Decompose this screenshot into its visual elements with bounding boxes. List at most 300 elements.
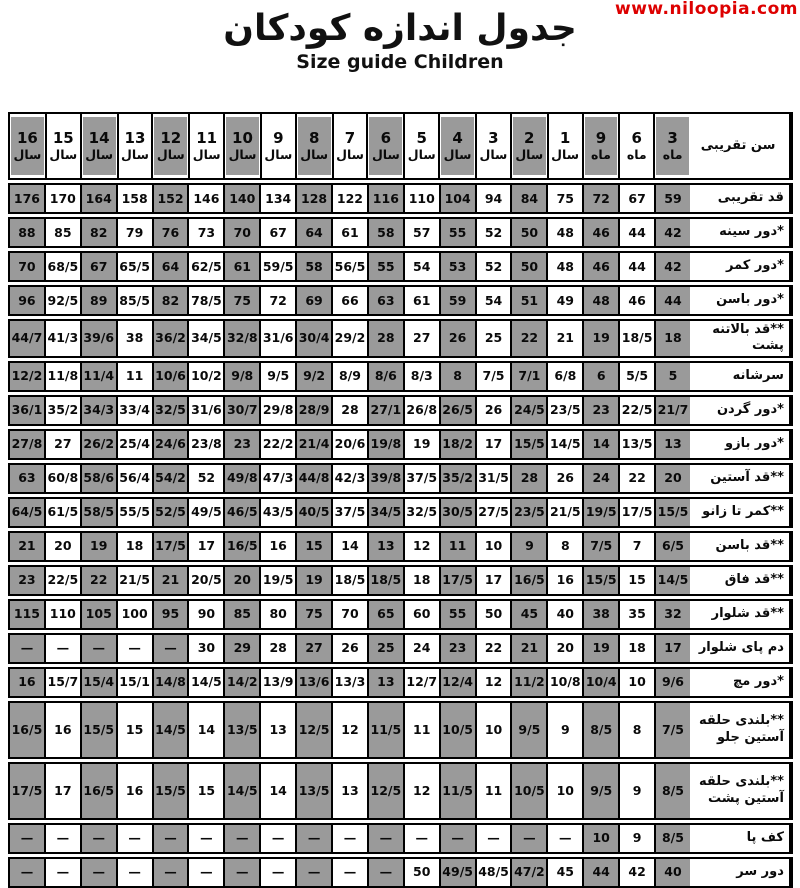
value-cell: 10 (475, 533, 511, 560)
value-cell: 6/8 (546, 363, 582, 390)
value-cell: 21/7 (654, 397, 690, 424)
value-cell: 19 (80, 533, 116, 560)
value-cell: 8/9 (331, 363, 367, 390)
age-unit: سال (515, 146, 544, 162)
value-cell: 39/6 (80, 321, 116, 356)
value-cell: — (10, 825, 44, 852)
value-cell: 53 (439, 253, 475, 280)
value-cell: 17/5 (10, 764, 44, 818)
value-cell: 46 (582, 219, 618, 246)
value-cell: 90 (187, 601, 223, 628)
value-cell: 16 (546, 567, 582, 594)
value-cell: 9/5 (582, 764, 618, 818)
value-cell: 57 (403, 219, 439, 246)
age-unit: سال (336, 146, 364, 162)
value-cell: 79 (116, 219, 152, 246)
value-cell: 13/5 (295, 764, 331, 818)
value-cell: 70 (10, 253, 44, 280)
value-cell: 42 (618, 859, 654, 886)
value-cell: 49/8 (223, 465, 259, 492)
value-cell: 12 (331, 703, 367, 757)
measurement-row (8, 251, 793, 282)
measurement-row (8, 823, 793, 854)
value-cell: 15/5 (152, 764, 188, 818)
value-cell: 84 (510, 185, 546, 212)
value-cell: 72 (582, 185, 618, 212)
value-cell: 12 (403, 533, 439, 560)
value-cell: 30/5 (439, 499, 475, 526)
age-unit: سال (479, 146, 508, 162)
measurement-row (8, 633, 793, 664)
age-header-cell (332, 114, 367, 178)
value-cell: 61 (403, 287, 439, 314)
value-cell: 18/5 (618, 321, 654, 356)
row-label: *دور باسن (690, 287, 791, 314)
row-label: **قد باسن (690, 533, 791, 560)
value-cell: 73 (187, 219, 223, 246)
value-cell: 17 (475, 431, 511, 458)
value-cell: 61 (223, 253, 259, 280)
value-cell: 22 (475, 635, 511, 662)
age-header-cell (45, 114, 80, 178)
value-cell: 6 (582, 363, 618, 390)
value-cell: 62/5 (187, 253, 223, 280)
value-cell: 48 (582, 287, 618, 314)
age-header-cell (295, 114, 332, 178)
value-cell: 13 (367, 669, 403, 696)
value-cell: 70 (223, 219, 259, 246)
value-cell: 134 (259, 185, 295, 212)
value-cell: — (367, 825, 403, 852)
value-cell: 38 (582, 601, 618, 628)
value-cell: 89 (80, 287, 116, 314)
measurement-row (8, 429, 793, 460)
measurement-row (8, 565, 793, 596)
value-cell: — (44, 825, 80, 852)
value-cell: 100 (116, 601, 152, 628)
value-cell: 28 (510, 465, 546, 492)
value-cell: 14 (187, 703, 223, 757)
value-cell: — (295, 859, 331, 886)
age-header-cell (10, 114, 45, 178)
value-cell: 11/8 (44, 363, 80, 390)
age-number: 11 (196, 129, 218, 148)
value-cell: 34/5 (187, 321, 223, 356)
value-cell: 42 (654, 219, 690, 246)
value-cell: 64 (295, 219, 331, 246)
value-cell: 46 (618, 287, 654, 314)
value-cell: — (403, 825, 439, 852)
value-cell: 9/2 (295, 363, 331, 390)
value-cell: 32/5 (152, 397, 188, 424)
value-cell: 52 (475, 253, 511, 280)
value-cell: 75 (223, 287, 259, 314)
value-cell: 23/5 (546, 397, 582, 424)
value-cell: 95 (152, 601, 188, 628)
measurement-row (8, 463, 793, 494)
value-cell: 85/5 (116, 287, 152, 314)
value-cell: 14/5 (152, 703, 188, 757)
value-cell: 110 (403, 185, 439, 212)
value-cell: 9/5 (510, 703, 546, 757)
value-cell: 50 (403, 859, 439, 886)
measurement-row (8, 285, 793, 316)
value-cell: 16 (10, 669, 44, 696)
age-number: 2 (524, 129, 535, 148)
value-cell: 29/8 (259, 397, 295, 424)
measurement-row (8, 361, 793, 392)
age-unit: سال (371, 146, 400, 162)
value-cell: — (546, 825, 582, 852)
value-cell: — (10, 859, 44, 886)
age-unit: سال (443, 146, 472, 162)
row-label: **بلندی حلقه آستین پشت (690, 764, 791, 818)
value-cell: — (259, 859, 295, 886)
value-cell: 13/5 (618, 431, 654, 458)
page-title-english: Size guide Children (296, 51, 504, 73)
value-cell: 52 (475, 219, 511, 246)
value-cell: — (116, 859, 152, 886)
value-cell: 27 (403, 321, 439, 356)
age-header-cell (653, 114, 690, 178)
value-cell: 12/4 (439, 669, 475, 696)
value-cell: 82 (80, 219, 116, 246)
value-cell: 12/7 (403, 669, 439, 696)
value-cell: 26 (331, 635, 367, 662)
value-cell: 56/5 (331, 253, 367, 280)
value-cell: 13/6 (295, 669, 331, 696)
value-cell: 12 (403, 764, 439, 818)
value-cell: 21 (510, 635, 546, 662)
value-cell: 55 (367, 253, 403, 280)
value-cell: 14 (259, 764, 295, 818)
value-cell: 45 (510, 601, 546, 628)
age-unit: سال (264, 146, 293, 162)
value-cell: — (259, 825, 295, 852)
measurement-row (8, 319, 793, 358)
value-cell: — (187, 825, 223, 852)
age-header-label: سن تقریبی (690, 114, 791, 178)
value-cell: 10 (618, 669, 654, 696)
age-unit: سال (192, 146, 221, 162)
value-cell: 18 (403, 567, 439, 594)
value-cell: — (187, 859, 223, 886)
value-cell: 43/5 (259, 499, 295, 526)
value-cell: 10/4 (582, 669, 618, 696)
value-cell: 23/8 (187, 431, 223, 458)
value-cell: 21 (152, 567, 188, 594)
age-number: 13 (124, 129, 146, 148)
value-cell: 20/6 (331, 431, 367, 458)
value-cell: 48 (546, 219, 582, 246)
age-header-cell (510, 114, 547, 178)
value-cell: 49/5 (187, 499, 223, 526)
value-cell: — (367, 859, 403, 886)
value-cell: 33/4 (116, 397, 152, 424)
value-cell: 59/5 (259, 253, 295, 280)
value-cell: 12 (475, 669, 511, 696)
value-cell: — (475, 825, 511, 852)
value-cell: 32 (654, 601, 690, 628)
value-cell: 92/5 (44, 287, 80, 314)
value-cell: 46/5 (223, 499, 259, 526)
row-label: **قد بالاتنه پشت (690, 321, 791, 356)
value-cell: 14 (331, 533, 367, 560)
value-cell: 22/5 (44, 567, 80, 594)
value-cell: 25/4 (116, 431, 152, 458)
value-cell: 28 (367, 321, 403, 356)
value-cell: 17 (44, 764, 80, 818)
age-number: 15 (52, 129, 74, 148)
value-cell: 23 (223, 431, 259, 458)
measurement-row (8, 857, 793, 888)
value-cell: 88 (10, 219, 44, 246)
value-cell: 15 (187, 764, 223, 818)
value-cell: 21/5 (116, 567, 152, 594)
age-unit: سال (85, 146, 114, 162)
measurement-row (8, 183, 793, 214)
measurement-row (8, 599, 793, 630)
value-cell: 23 (439, 635, 475, 662)
value-cell: 66 (331, 287, 367, 314)
value-cell: — (80, 859, 116, 886)
value-cell: 27 (295, 635, 331, 662)
value-cell: 13 (259, 703, 295, 757)
value-cell: 9 (618, 764, 654, 818)
value-cell: 37/5 (331, 499, 367, 526)
age-header-row (8, 112, 793, 180)
age-header-cell (403, 114, 438, 178)
value-cell: 19 (403, 431, 439, 458)
row-label: سرشانه (690, 363, 791, 390)
value-cell: 44/8 (295, 465, 331, 492)
age-unit: ماه (626, 146, 647, 162)
value-cell: 34/5 (367, 499, 403, 526)
value-cell: 52 (187, 465, 223, 492)
value-cell: 23 (10, 567, 44, 594)
value-cell: — (152, 825, 188, 852)
value-cell: 76 (152, 219, 188, 246)
value-cell: 14/5 (546, 431, 582, 458)
value-cell: 14 (582, 431, 618, 458)
value-cell: 30/7 (223, 397, 259, 424)
row-label: **بلندی حلقه آستین جلو (690, 703, 791, 757)
value-cell: 35/2 (439, 465, 475, 492)
value-cell: 7/5 (475, 363, 511, 390)
value-cell: 8/3 (403, 363, 439, 390)
age-unit: سال (121, 146, 149, 162)
value-cell: 12/5 (367, 764, 403, 818)
value-cell: 9 (510, 533, 546, 560)
value-cell: 48/5 (475, 859, 511, 886)
value-cell: 44 (618, 253, 654, 280)
age-number: 3 (667, 129, 678, 148)
value-cell: 26 (475, 397, 511, 424)
age-header-cell (117, 114, 152, 178)
value-cell: 13 (367, 533, 403, 560)
value-cell: 20 (654, 465, 690, 492)
value-cell: 15/5 (582, 567, 618, 594)
age-header-cell (188, 114, 223, 178)
value-cell: 24/6 (152, 431, 188, 458)
value-cell: 13/9 (259, 669, 295, 696)
value-cell: 16 (259, 533, 295, 560)
value-cell: 18/5 (367, 567, 403, 594)
value-cell: 10/2 (187, 363, 223, 390)
value-cell: 12/2 (10, 363, 44, 390)
value-cell: 19/5 (582, 499, 618, 526)
value-cell: 48 (546, 253, 582, 280)
age-header-cell (151, 114, 188, 178)
value-cell: 72 (259, 287, 295, 314)
value-cell: 26 (439, 321, 475, 356)
value-cell: 11 (116, 363, 152, 390)
value-cell: 27/8 (10, 431, 44, 458)
value-cell: 21/4 (295, 431, 331, 458)
value-cell: 16 (116, 764, 152, 818)
value-cell: 42/3 (331, 465, 367, 492)
value-cell: 45 (546, 859, 582, 886)
value-cell: 36/2 (152, 321, 188, 356)
value-cell: 8/5 (654, 825, 690, 852)
value-cell: 49/5 (439, 859, 475, 886)
age-header-cell (475, 114, 510, 178)
value-cell: 24/5 (510, 397, 546, 424)
value-cell: 15 (295, 533, 331, 560)
row-label: **قد شلوار (690, 601, 791, 628)
value-cell: 67 (259, 219, 295, 246)
value-cell: 32/8 (223, 321, 259, 356)
row-label: *دور گردن (690, 397, 791, 424)
value-cell: 8/5 (654, 764, 690, 818)
value-cell: 55/5 (116, 499, 152, 526)
value-cell: 21/5 (546, 499, 582, 526)
value-cell: 164 (80, 185, 116, 212)
age-number: 8 (308, 129, 320, 148)
value-cell: 7 (618, 533, 654, 560)
value-cell: 22/5 (618, 397, 654, 424)
row-label: قد تقریبی (690, 185, 791, 212)
value-cell: 10/6 (152, 363, 188, 390)
age-unit: ماه (591, 146, 611, 162)
value-cell: 15/4 (80, 669, 116, 696)
value-cell: 11/5 (439, 764, 475, 818)
row-label: کف پا (690, 825, 791, 852)
value-cell: 59 (439, 287, 475, 314)
age-number: 5 (416, 129, 427, 148)
value-cell: 58/6 (80, 465, 116, 492)
value-cell: 61/5 (44, 499, 80, 526)
value-cell: 16 (44, 703, 80, 757)
value-cell: — (295, 825, 331, 852)
age-number: 9 (273, 129, 284, 148)
value-cell: 29 (223, 635, 259, 662)
value-cell: 8 (546, 533, 582, 560)
value-cell: 25 (475, 321, 511, 356)
value-cell: 9 (618, 825, 654, 852)
value-cell: 19 (582, 321, 618, 356)
value-cell: 39/8 (367, 465, 403, 492)
value-cell: 5/5 (618, 363, 654, 390)
value-cell: 55 (439, 219, 475, 246)
value-cell: 56/4 (116, 465, 152, 492)
value-cell: 75 (546, 185, 582, 212)
value-cell: 31/6 (259, 321, 295, 356)
value-cell: 18 (116, 533, 152, 560)
value-cell: 170 (44, 185, 80, 212)
age-unit: سال (300, 146, 329, 162)
value-cell: 50 (510, 253, 546, 280)
value-cell: 13/5 (223, 703, 259, 757)
value-cell: 20 (546, 635, 582, 662)
value-cell: 146 (187, 185, 223, 212)
value-cell: — (152, 635, 188, 662)
value-cell: 14/5 (654, 567, 690, 594)
row-label: **قد فاق (690, 567, 791, 594)
value-cell: 23/5 (510, 499, 546, 526)
value-cell: — (80, 825, 116, 852)
value-cell: 14/8 (152, 669, 188, 696)
value-cell: 17 (475, 567, 511, 594)
age-header-cell (260, 114, 295, 178)
age-unit: ماه (662, 146, 683, 162)
age-header-cell (618, 114, 653, 178)
value-cell: 5 (654, 363, 690, 390)
value-cell: 64/5 (10, 499, 44, 526)
value-cell: 44 (618, 219, 654, 246)
value-cell: 22 (618, 465, 654, 492)
value-cell: 9/6 (654, 669, 690, 696)
value-cell: 65/5 (116, 253, 152, 280)
value-cell: 28 (331, 397, 367, 424)
value-cell: 17 (187, 533, 223, 560)
value-cell: 110 (44, 601, 80, 628)
value-cell: 24 (582, 465, 618, 492)
value-cell: 44/7 (10, 321, 44, 356)
value-cell: 58 (295, 253, 331, 280)
value-cell: 17 (654, 635, 690, 662)
value-cell: 7/5 (582, 533, 618, 560)
age-number: 7 (344, 129, 356, 148)
value-cell: 19/8 (367, 431, 403, 458)
value-cell: 69 (295, 287, 331, 314)
value-cell: 50 (510, 219, 546, 246)
value-cell: 29/2 (331, 321, 367, 356)
value-cell: 58 (367, 219, 403, 246)
value-cell: 21 (546, 321, 582, 356)
value-cell: 16/5 (80, 764, 116, 818)
value-cell: 25 (367, 635, 403, 662)
value-cell: 26/2 (80, 431, 116, 458)
value-cell: 61 (331, 219, 367, 246)
age-number: 9 (595, 129, 607, 148)
value-cell: 35 (618, 601, 654, 628)
value-cell: 65 (367, 601, 403, 628)
measurement-row (8, 217, 793, 248)
value-cell: 15/1 (116, 669, 152, 696)
value-cell: 52/5 (152, 499, 188, 526)
value-cell: 10/5 (439, 703, 475, 757)
value-cell: — (223, 825, 259, 852)
value-cell: 31/6 (187, 397, 223, 424)
value-cell: 75 (295, 601, 331, 628)
value-cell: 16/5 (10, 703, 44, 757)
value-cell: 82 (152, 287, 188, 314)
measurement-row (8, 531, 793, 562)
value-cell: 94 (475, 185, 511, 212)
value-cell: 10 (582, 825, 618, 852)
value-cell: 40 (654, 859, 690, 886)
